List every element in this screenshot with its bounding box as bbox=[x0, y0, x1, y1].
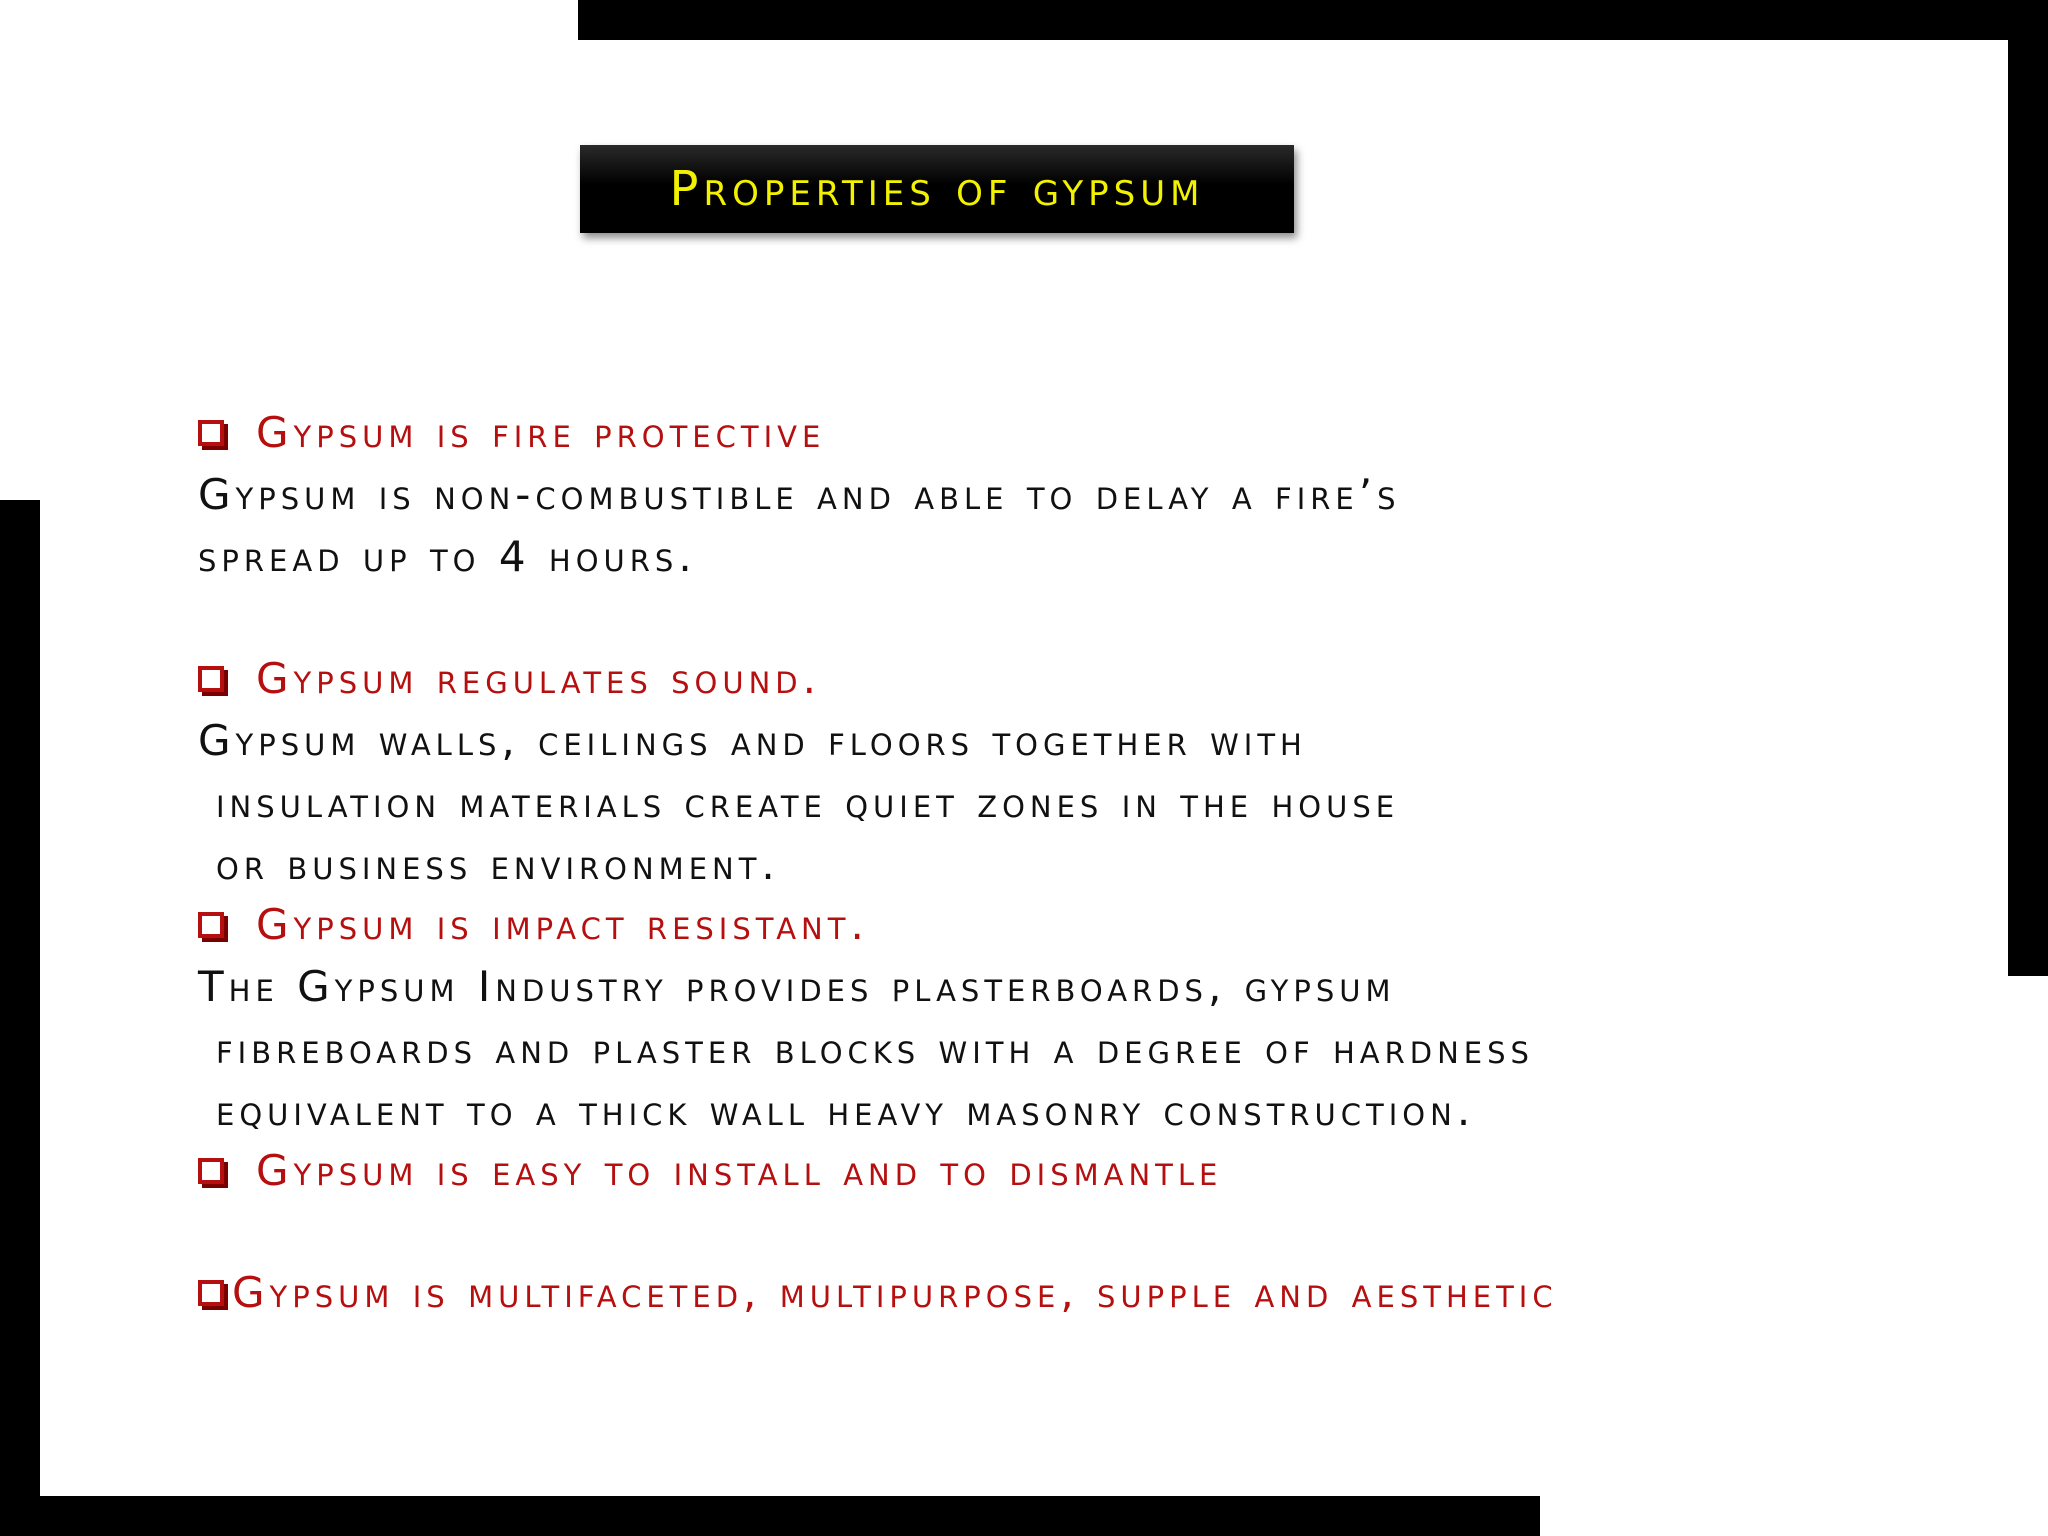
point-body-line: spread up to 4 hours. bbox=[198, 532, 697, 581]
point-heading-text: Gypsum is impact resistant. bbox=[256, 900, 869, 949]
point-heading-text: Gypsum is multifaceted, multipurpose, supple and aesthetic bbox=[232, 1268, 1558, 1317]
point-heading-text: Gypsum regulates sound. bbox=[256, 654, 821, 703]
point-body-line: The Gypsum Industry provides plasterboards, gypsum bbox=[198, 962, 1396, 1011]
checkbox-icon bbox=[198, 1280, 224, 1306]
title-box bbox=[580, 145, 1294, 233]
point-heading-fire bbox=[198, 408, 826, 457]
point-heading-multifaceted bbox=[198, 1268, 1558, 1317]
point-body-line: Gypsum is non-combustible and able to delay a fire’s bbox=[198, 470, 1401, 519]
point-body-line: equivalent to a thick wall heavy masonry construction. bbox=[216, 1086, 1476, 1135]
frame-bar-bottom bbox=[0, 1496, 1540, 1536]
point-heading-sound bbox=[198, 654, 821, 703]
point-body-line: Gypsum walls, ceilings and floors together with bbox=[198, 716, 1307, 765]
point-heading-text: Gypsum is easy to install and to dismantle bbox=[256, 1146, 1223, 1195]
checkbox-icon bbox=[198, 912, 224, 938]
frame-bar-top bbox=[578, 0, 2048, 40]
point-body-line: fibreboards and plaster blocks with a degree of hardness bbox=[216, 1024, 1534, 1073]
point-body-line: insulation materials create quiet zones in the house bbox=[216, 778, 1400, 827]
checkbox-icon bbox=[198, 666, 224, 692]
point-heading-text: Gypsum is fire protective bbox=[256, 408, 826, 457]
frame-bar-right bbox=[2008, 0, 2048, 976]
page-title: Properties of gypsum bbox=[669, 161, 1205, 217]
point-heading-impact bbox=[198, 900, 869, 949]
checkbox-icon bbox=[198, 1158, 224, 1184]
checkbox-icon bbox=[198, 420, 224, 446]
frame-bar-left bbox=[0, 500, 40, 1536]
point-heading-install bbox=[198, 1146, 1223, 1195]
point-body-line: or business environment. bbox=[216, 840, 780, 889]
